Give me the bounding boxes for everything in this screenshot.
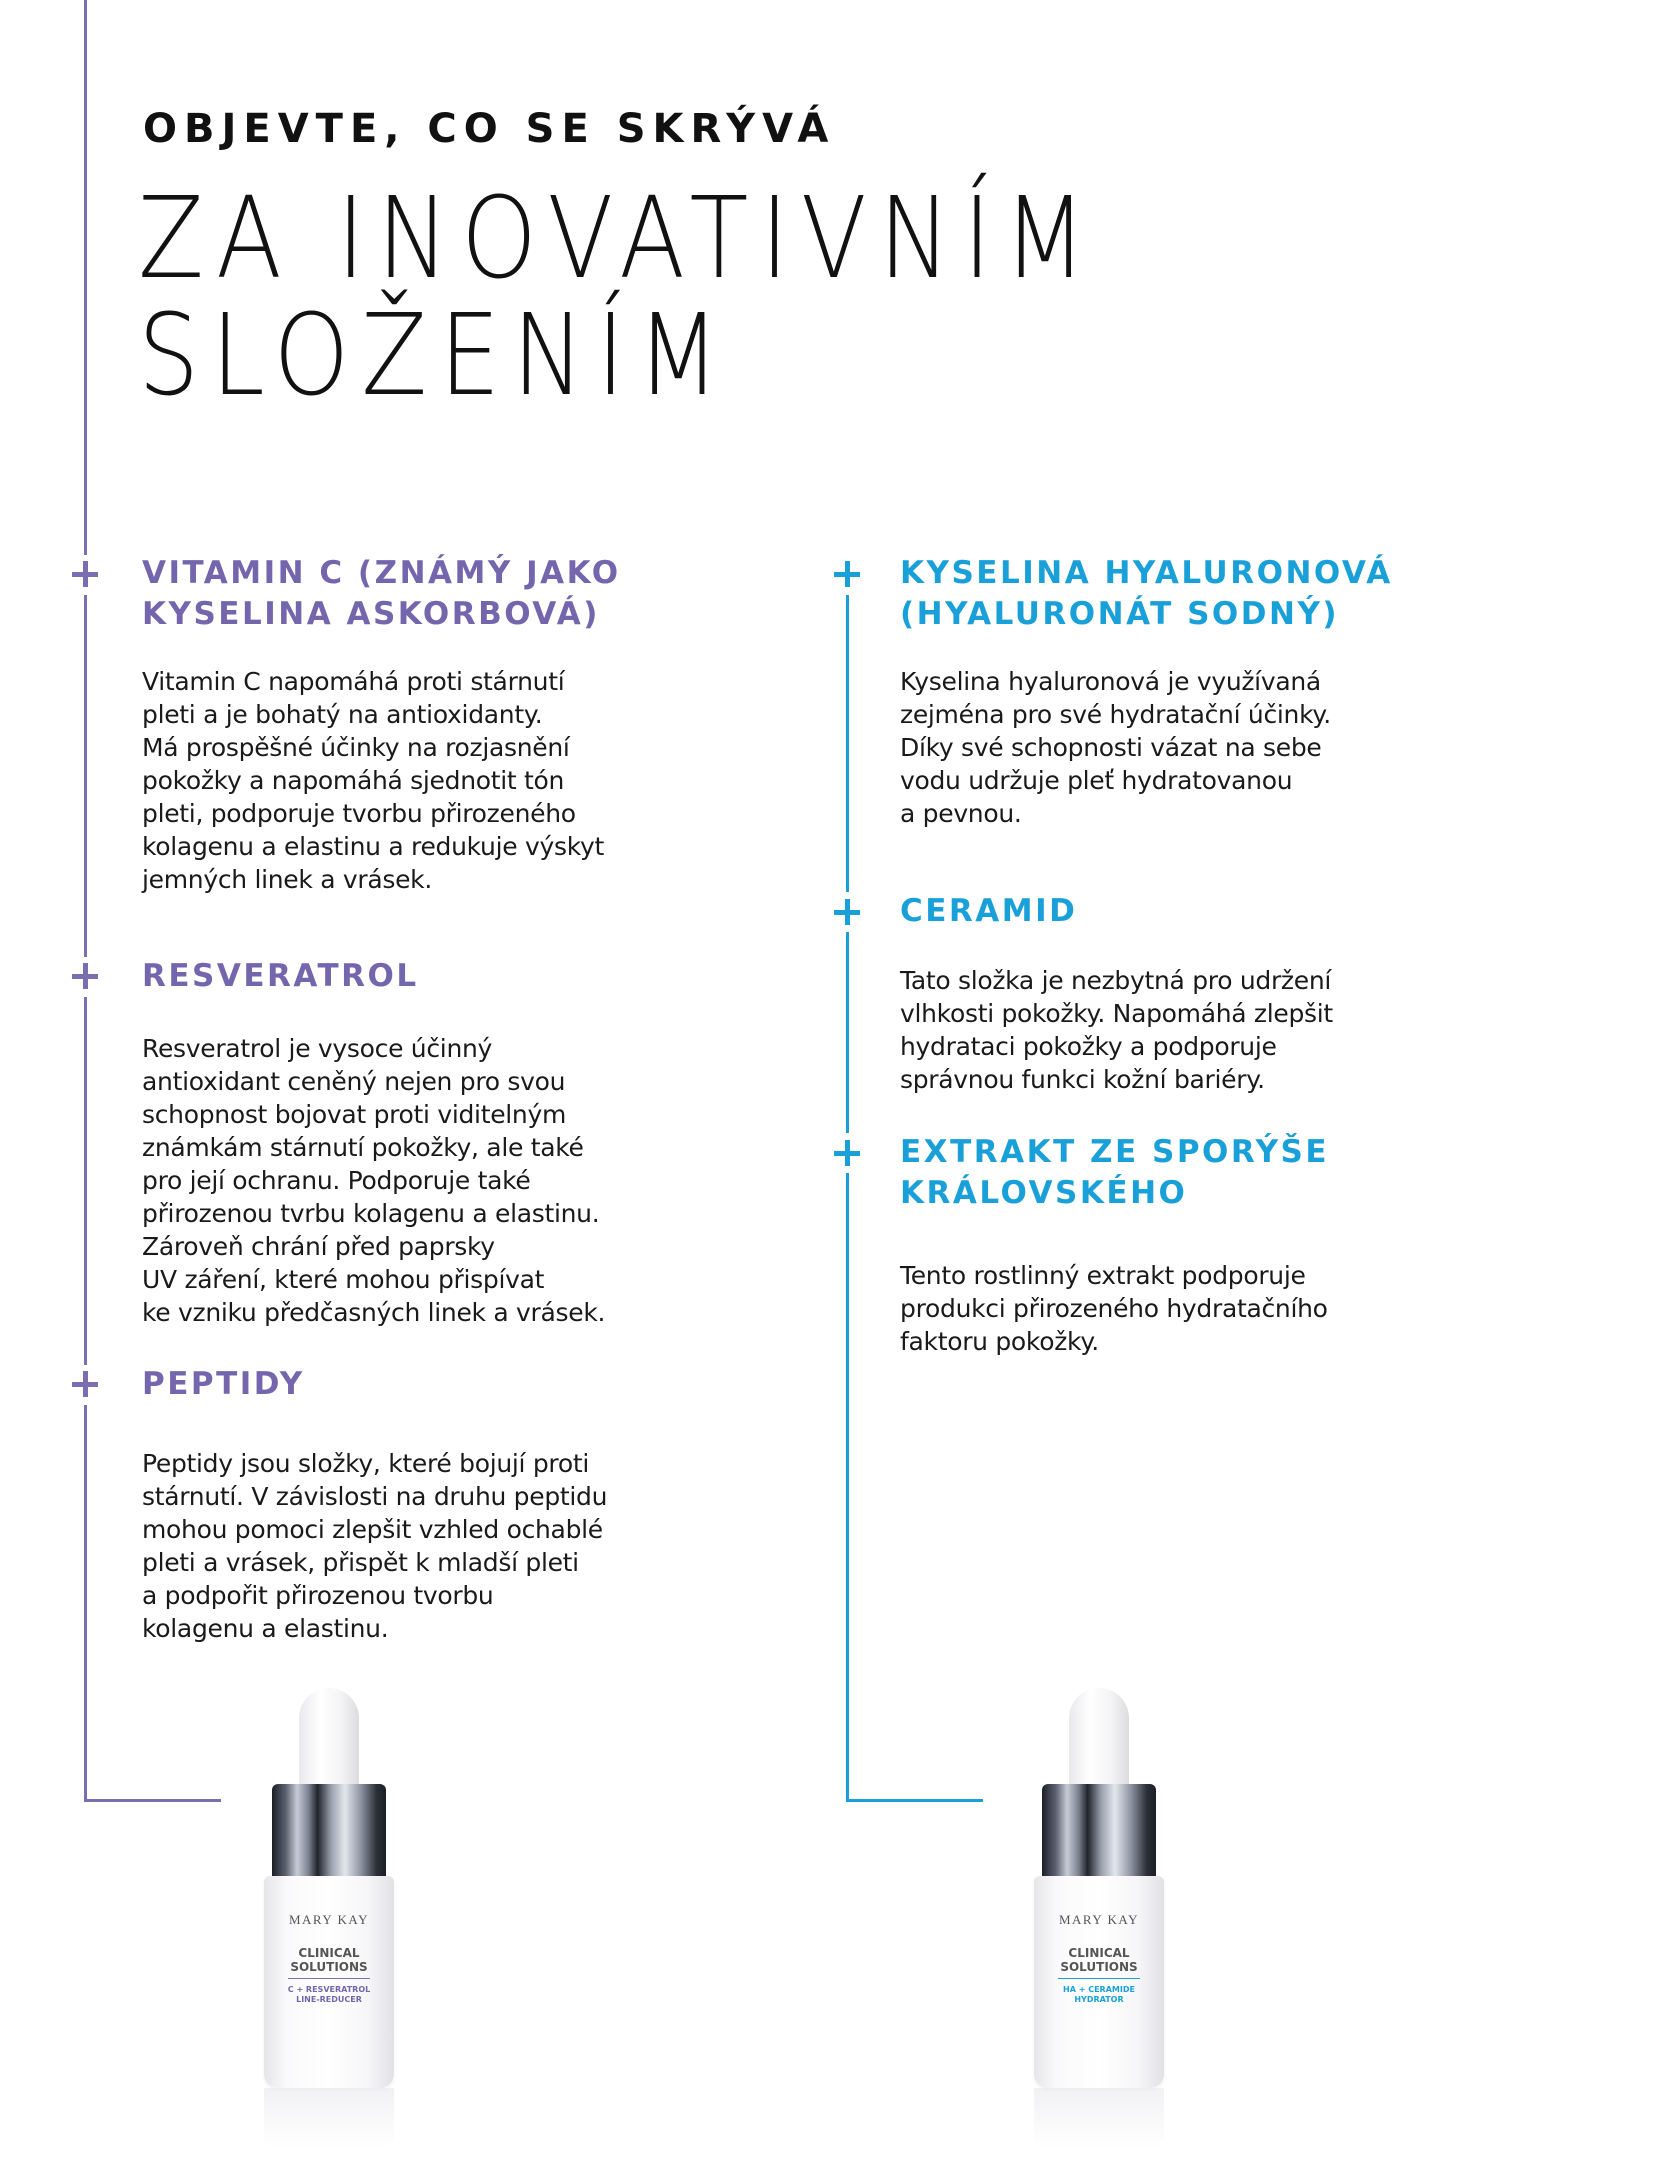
left-timeline-end: [84, 1799, 221, 1802]
section-heading-ceramid: [900, 891, 1077, 932]
section-body-hyaluronic-acid: [900, 665, 1331, 830]
heading-line: KYSELINA HYALURONOVÁ: [900, 555, 1393, 591]
section-heading-peptidy: [142, 1364, 305, 1405]
brand-label: MARY KAY: [1058, 1912, 1140, 1927]
plus-icon: [72, 1371, 98, 1397]
body-line: vlhkosti pokožky. Napomáhá zlepšit: [900, 999, 1333, 1028]
body-line: vodu udržuje pleť hydratovanou: [900, 766, 1293, 795]
plus-icon: [834, 1140, 860, 1166]
body-line: kolagenu a elastinu.: [142, 1614, 389, 1643]
body-line: faktoru pokožky.: [900, 1327, 1099, 1356]
body-line: Vitamin C napomáhá proti stárnutí: [142, 667, 565, 696]
product-name-label: C + RESVERATROL LINE-REDUCER: [287, 1985, 371, 2004]
right-timeline-line: [846, 932, 849, 1133]
right-timeline-end: [846, 1799, 983, 1802]
body-line: pro její ochranu. Podporuje také: [142, 1166, 531, 1195]
dropper-bulb: [299, 1688, 359, 1798]
section-heading-borage-extract: [900, 1132, 1329, 1214]
plus-icon: [72, 561, 98, 587]
section-heading-vitamin-c: [142, 553, 621, 635]
bottle-reflection: [264, 2088, 394, 2148]
page-title-line-1: ZA INOVATIVNÍM: [138, 174, 1099, 304]
body-line: zejména pro své hydratační účinky.: [900, 700, 1331, 729]
body-line: UV záření, které mohou přispívat: [142, 1265, 545, 1294]
section-heading-resveratrol: [142, 956, 419, 997]
section-body-resveratrol: [142, 1032, 605, 1329]
body-line: Tato složka je nezbytná pro udržení: [900, 966, 1332, 995]
plus-icon: [834, 899, 860, 925]
eyebrow-heading: OBJEVTE, CO SE SKRÝVÁ: [143, 106, 836, 152]
body-line: ke vzniku předčasných linek a vrásek.: [142, 1298, 606, 1327]
section-heading-hyaluronic-acid: [900, 553, 1393, 635]
body-line: Peptidy jsou složky, které bojují proti: [142, 1449, 589, 1478]
body-line: přirozenou tvrbu kolagenu a elastinu.: [142, 1199, 600, 1228]
body-line: stárnutí. V závislosti na druhu peptidu: [142, 1482, 608, 1511]
body-line: pleti a vrásek, přispět k mladší pleti: [142, 1548, 579, 1577]
right-timeline-line: [846, 1173, 849, 1802]
body-line: jemných linek a vrásek.: [142, 865, 432, 894]
body-line: Resveratrol je vysoce účinný: [142, 1034, 493, 1063]
body-line: a pevnou.: [900, 799, 1022, 828]
brand-label: MARY KAY: [288, 1912, 370, 1927]
bottle-reflection: [1034, 2088, 1164, 2148]
plus-icon: [834, 561, 860, 587]
page-title-line-2: SLOŽENÍM: [138, 291, 732, 421]
label-divider: [1058, 1978, 1140, 1979]
dropper-collar: [272, 1784, 386, 1880]
product-line-label: CLINICAL SOLUTIONS: [1060, 1946, 1138, 1974]
dropper-collar: [1042, 1784, 1156, 1880]
dropper-bulb: [1069, 1688, 1129, 1798]
body-line: antioxidant ceněný nejen pro svou: [142, 1067, 566, 1096]
heading-line: KYSELINA ASKORBOVÁ): [142, 596, 600, 632]
heading-line: (HYALURONÁT SODNÝ): [900, 596, 1340, 632]
body-line: pleti, podporuje tvorbu přirozeného: [142, 799, 576, 828]
section-body-peptidy: [142, 1447, 607, 1645]
body-line: produkci přirozeného hydratačního: [900, 1294, 1328, 1323]
body-line: Tento rostlinný extrakt podporuje: [900, 1261, 1306, 1290]
section-body-ceramid: [900, 964, 1333, 1096]
left-timeline-line: [84, 1405, 87, 1802]
body-line: schopnost bojovat proti viditelným: [142, 1100, 567, 1129]
heading-line: CERAMID: [900, 893, 1078, 929]
body-line: Zároveň chrání před paprsky: [142, 1232, 495, 1261]
heading-line: EXTRAKT ZE SPORÝŠE: [900, 1134, 1330, 1170]
right-timeline-line: [846, 595, 849, 892]
body-line: kolagenu a elastinu a redukuje výskyt: [142, 832, 604, 861]
heading-line: KRÁLOVSKÉHO: [900, 1175, 1188, 1211]
product-name-label: HA + CERAMIDE HYDRATOR: [1063, 1985, 1135, 2004]
left-timeline-line: [84, 0, 87, 555]
heading-line: RESVERATROL: [142, 958, 419, 994]
body-line: Kyselina hyaluronová je využívaná: [900, 667, 1321, 696]
body-line: a podpořit přirozenou tvorbu: [142, 1581, 494, 1610]
section-body-vitamin-c: [142, 665, 604, 896]
body-line: správnou funkci kožní bariéry.: [900, 1065, 1265, 1094]
plus-icon: [72, 963, 98, 989]
body-line: mohou pomoci zlepšit vzhled ochablé: [142, 1515, 603, 1544]
body-line: pleti a je bohatý na antioxidanty.: [142, 700, 543, 729]
body-line: Má prospěšné účinky na rozjasnění: [142, 733, 570, 762]
bottle-body: [264, 1876, 394, 2088]
label-divider: [288, 1978, 370, 1979]
product-image-ha-ceramide: [1032, 1688, 1166, 2088]
body-line: známkám stárnutí pokožky, ale také: [142, 1133, 584, 1162]
body-line: hydrataci pokožky a podporuje: [900, 1032, 1277, 1061]
body-line: pokožky a napomáhá sjednotit tón: [142, 766, 565, 795]
product-image-c-resveratrol: [262, 1688, 396, 2088]
heading-line: PEPTIDY: [142, 1366, 305, 1402]
bottle-body: [1034, 1876, 1164, 2088]
section-body-borage-extract: [900, 1259, 1328, 1358]
left-timeline-line: [84, 997, 87, 1365]
heading-line: VITAMIN C (ZNÁMÝ JAKO: [142, 555, 621, 591]
left-timeline-line: [84, 595, 87, 957]
body-line: Díky své schopnosti vázat na sebe: [900, 733, 1322, 762]
product-line-label: CLINICAL SOLUTIONS: [290, 1946, 368, 1974]
